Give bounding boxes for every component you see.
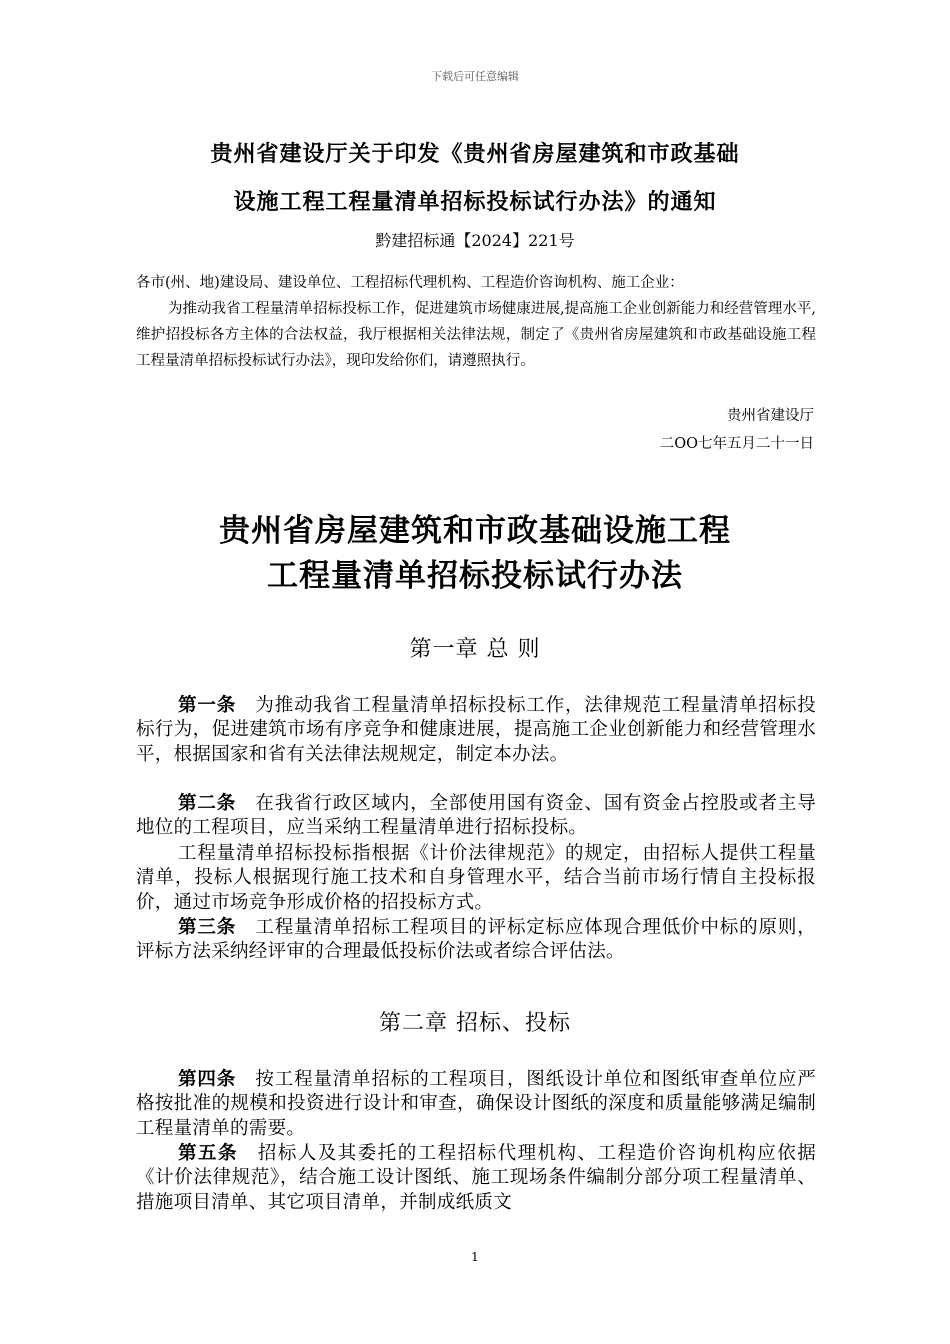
- article-1: [136, 694, 816, 767]
- header-note: 下载后可任意编辑: [431, 70, 519, 83]
- signing-organization: 贵州省建设厅: [727, 408, 814, 424]
- page-number: 1: [471, 1250, 479, 1264]
- article-text: 在我省行政区域内，全部使用国有资金、国有资金占控股或者主导地位的工程项目，应当采纳工程量清单进行招标投标。: [136, 793, 816, 839]
- article-text: 工程量清单招标投标指根据《计价法律规范》的规定，由招标人提供工程量清单，投标人根据现行施工技术和自身管理水平，结合当前市场行情自主投标报价，通过市场竞争形成价格的招投标方式。: [136, 843, 816, 913]
- article-label: 第五条: [178, 1143, 238, 1164]
- article-label: 第四条: [178, 1069, 237, 1090]
- notice-addressee: 各市(州、地)建设局、建设单位、工程招标代理机构、工程造价咨询机构、施工企业：: [136, 275, 684, 291]
- article-text: 为推动我省工程量清单招标投标工作，法律规范工程量清单招标投标行为，促进建筑市场有序竞争和健康进展，提高施工企业创新能力和经营管理水平，根据国家和省有关法律法规规定，制定本办法。: [136, 695, 816, 765]
- notice-title-line1: 贵州省建设厅关于印发《贵州省房屋建筑和市政基础: [210, 141, 740, 167]
- article-4: [136, 1068, 816, 1141]
- chapter-2-heading: 第二章 招标、投标: [379, 1011, 571, 1036]
- article-label: 第三条: [178, 917, 237, 938]
- notice-body: 为推动我省工程量清单招标投标工作，促进建筑市场健康进展,提高施工企业创新能力和经营管理水平,维护招投标各方主体的合法权益，我厅根据相关法律法规，制定了《贵州省房屋建筑和市政基础设施工程工程量清单招标投标试行办法》，现印发给你们，请遵照执行。: [136, 301, 816, 369]
- article-label: 第二条: [178, 793, 237, 814]
- notice-title-line2: 设施工程工程量清单招标投标试行办法》的通知: [233, 189, 717, 215]
- article-text: 招标人及其委托的工程招标代理机构、工程造价咨询机构应依据《计价法律规范》，结合施工设计图纸、施工现场条件编制分部分项工程量清单、措施项目清单、其它项目清单，并制成纸质文: [136, 1143, 817, 1213]
- article-2: [136, 792, 816, 841]
- document-title-line1: 贵州省房屋建筑和市政基础设施工程: [219, 513, 731, 549]
- article-5: [136, 1142, 816, 1215]
- article-text: 按工程量清单招标的工程项目，图纸设计单位和图纸审查单位应严格按批准的规模和投资进行设计和审查，确保设计图纸的深度和质量能够满足编制工程量清单的需要。: [136, 1069, 816, 1139]
- chapter-1-heading: 第一章 总 则: [409, 637, 541, 662]
- signing-date: 二OO七年五月二十一日: [659, 436, 814, 452]
- article-text: 工程量清单招标工程项目的评标定标应体现合理低价中标的原则，评标方法采纳经评审的合理最低投标价法或者综合评估法。: [136, 917, 816, 963]
- article-2-paragraph: [136, 842, 816, 915]
- document-number: 黔建招标通【2024】221号: [375, 231, 575, 250]
- document-title-line2: 工程量清单招标投标试行办法: [267, 558, 683, 594]
- article-3: [136, 916, 816, 965]
- article-label: 第一条: [178, 695, 237, 716]
